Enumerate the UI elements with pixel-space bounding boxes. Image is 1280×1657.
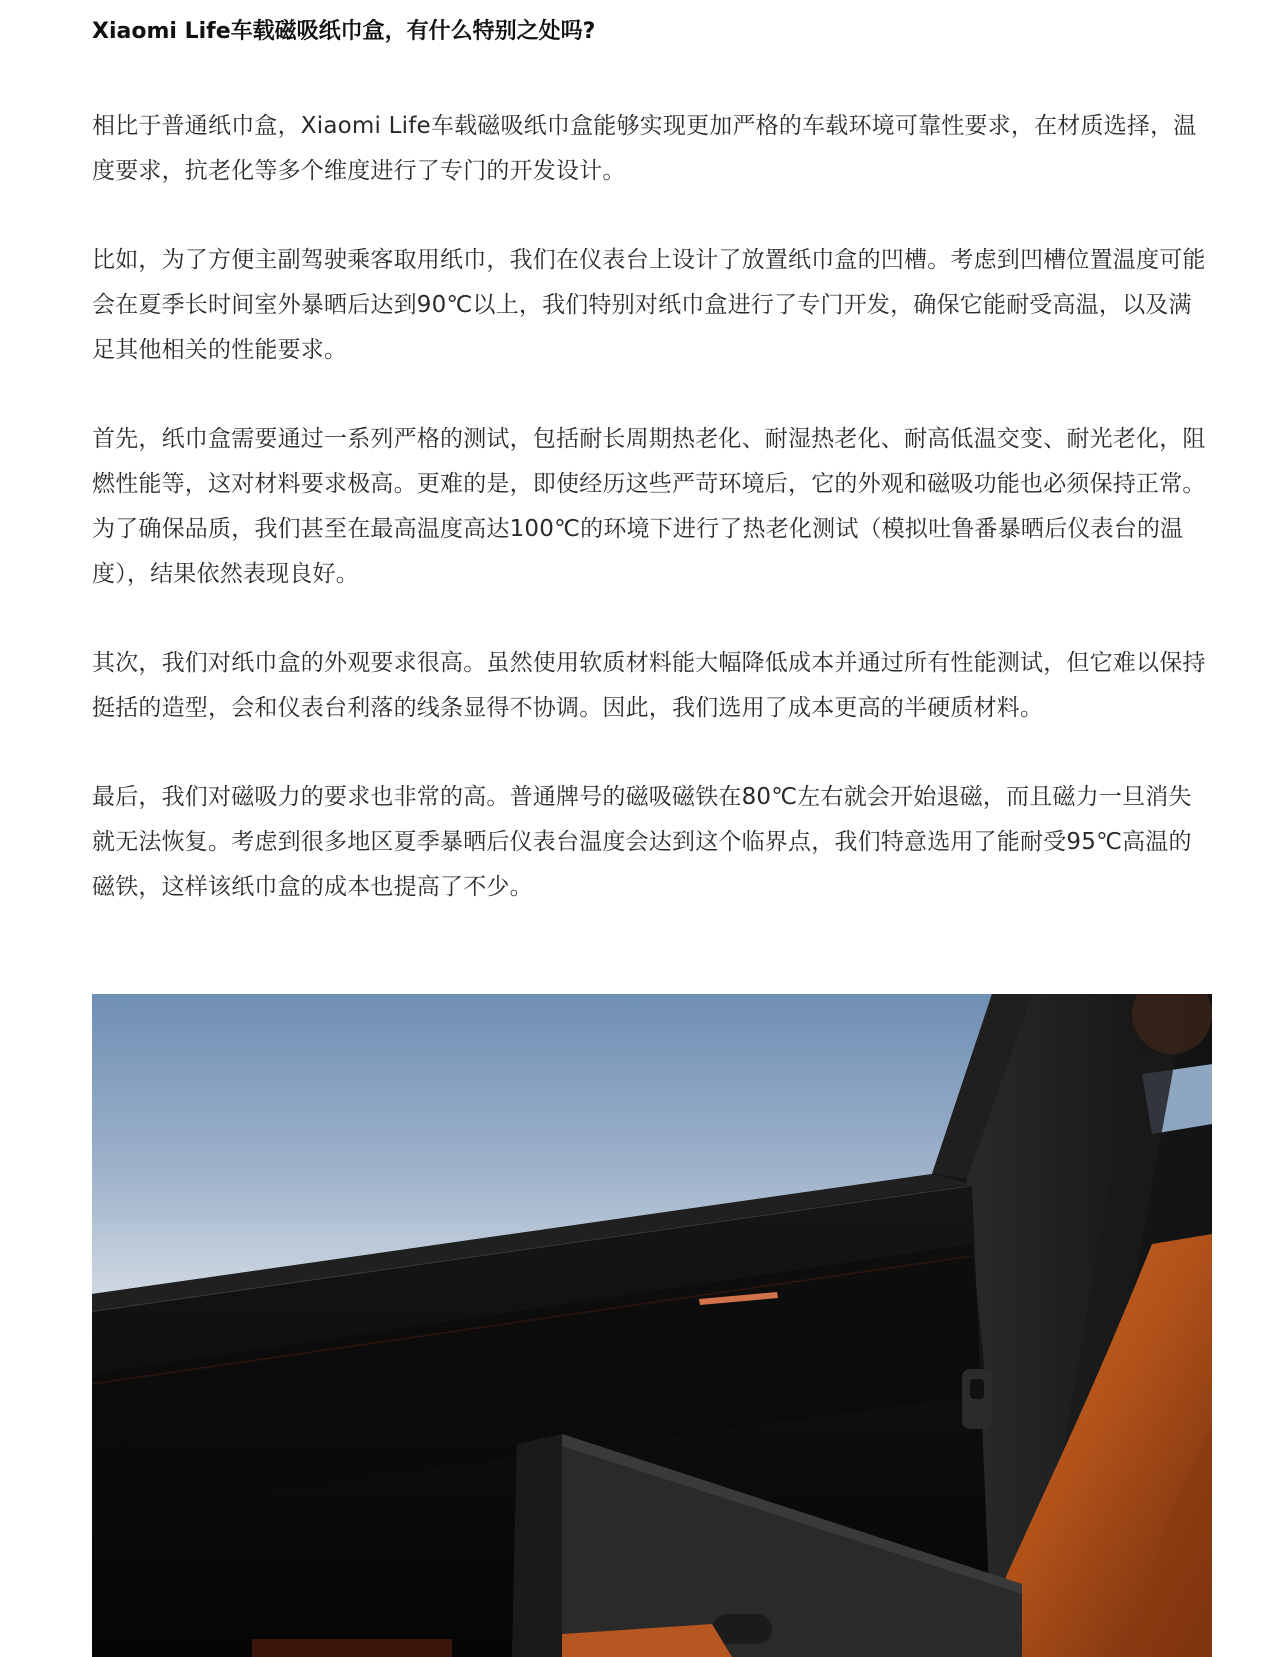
article-headline: Xiaomi Life车载磁吸纸巾盒，有什么特别之处吗?	[92, 19, 596, 44]
article	[92, 0, 1212, 910]
article-paragraph-2: 比如，为了方便主副驾驶乘客取用纸巾，我们在仪表台上设计了放置纸巾盒的凹槽。考虑到凹槽位置温度可能会在夏季长时间室外暴晒后达到90℃以上，我们特别对纸巾盒进行了专门开发，确保它能耐受高温，以及满足其他相关的性能要求。	[92, 247, 1206, 363]
car-interior-photo	[92, 994, 1212, 1657]
article-paragraph-1: 相比于普通纸巾盒，Xiaomi Life车载磁吸纸巾盒能够实现更加严格的车载环境可靠性要求，在材质选择，温度要求，抗老化等多个维度进行了专门的开发设计。	[92, 113, 1197, 184]
seatbelt-buckle	[962, 1369, 992, 1429]
article-paragraph-3: 首先，纸巾盒需要通过一系列严格的测试，包括耐长周期热老化、耐湿热老化、耐高低温交变、耐光老化，阻燃性能等，这对材料要求极高。更难的是，即使经历这些严苛环境后，它的外观和磁吸功能也必须保持正常。为了确保品质，我们甚至在最高温度高达100℃的环境下进行了热老化测试（模拟吐鲁番暴晒后仪表台的温度），结果依然表现良好。	[92, 426, 1206, 587]
article-paragraph-4: 其次，我们对纸巾盒的外观要求很高。虽然使用软质材料能大幅降低成本并通过所有性能测试，但它难以保持挺括的造型，会和仪表台利落的线条显得不协调。因此，我们选用了成本更高的半硬质材料。	[92, 650, 1206, 721]
article-paragraph-5: 最后，我们对磁吸力的要求也非常的高。普通牌号的磁吸磁铁在80℃左右就会开始退磁，而且磁力一旦消失就无法恢复。考虑到很多地区夏季暴晒后仪表台温度会达到这个临界点，我们特意选用了能耐受95℃高温的磁铁，这样该纸巾盒的成本也提高了不少。	[92, 784, 1192, 900]
